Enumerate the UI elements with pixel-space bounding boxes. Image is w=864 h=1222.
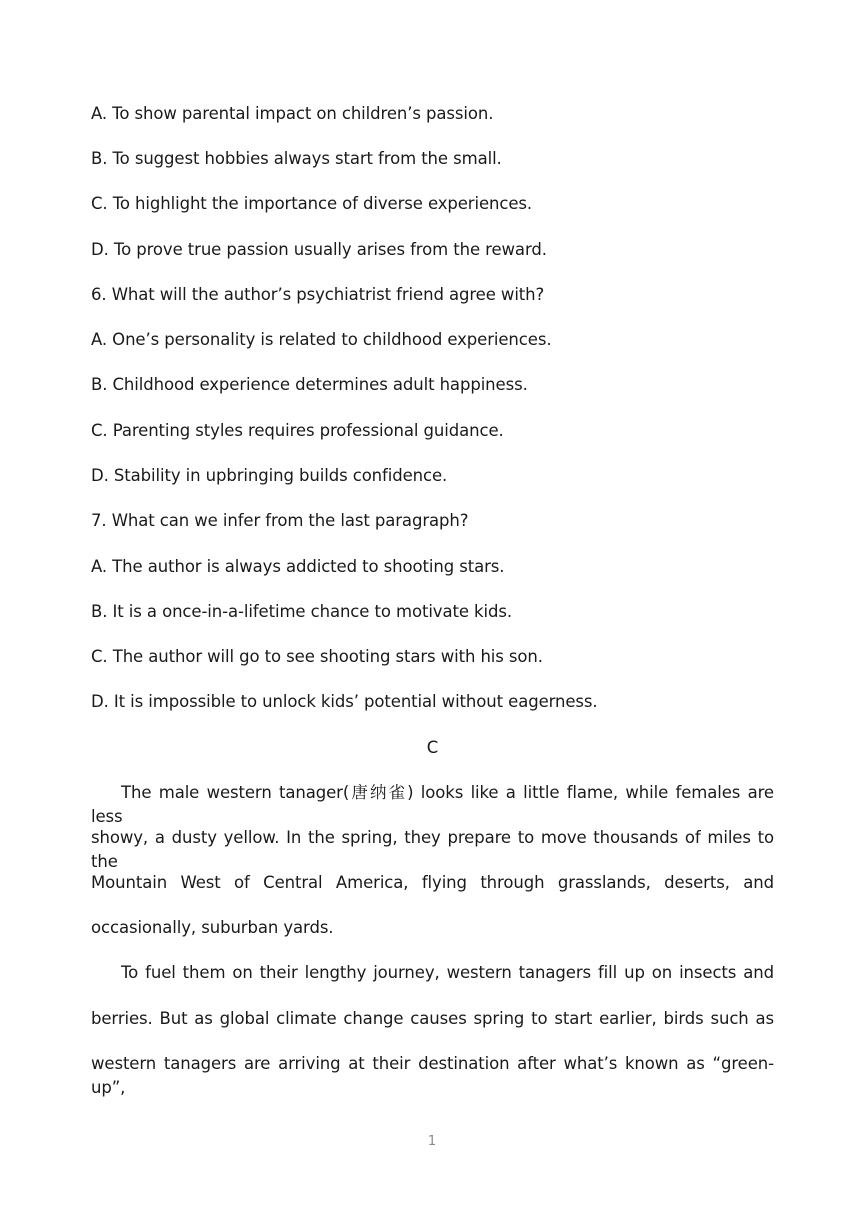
q7-option-d: D. It is impossible to unlock kids’ potential without eagerness. xyxy=(91,692,598,711)
passage-c-p2-line3: western tanagers are arriving at their destination after what’s known as “green-up”, xyxy=(91,1054,774,1097)
q6-option-c: C. Parenting styles requires professional guidance. xyxy=(91,421,504,440)
q5-option-b: B. To suggest hobbies always start from the small. xyxy=(91,149,502,168)
passage-c-title: C xyxy=(426,738,439,757)
passage-c-p1-line2: showy, a dusty yellow. In the spring, they prepare to move thousands of miles to the xyxy=(91,828,774,871)
passage-c-p2-line1: To fuel them on their lengthy journey, western tanagers fill up on insects and xyxy=(121,963,774,982)
q5-option-c: C. To highlight the importance of diverse experiences. xyxy=(91,194,533,213)
q6-stem: 6. What will the author’s psychiatrist friend agree with? xyxy=(91,285,545,304)
passage-c-p1-line1: The male western tanager(唐纳雀) looks like a little flame, while females are less xyxy=(91,783,774,826)
page-number: 1 xyxy=(427,1134,437,1149)
q7-option-a: A. The author is always addicted to shooting stars. xyxy=(91,557,505,576)
q6-option-a: A. One’s personality is related to childhood experiences. xyxy=(91,330,552,349)
q5-option-d: D. To prove true passion usually arises from the reward. xyxy=(91,240,547,259)
passage-c-p1-line4: occasionally, suburban yards. xyxy=(91,918,334,937)
q7-option-c: C. The author will go to see shooting stars with his son. xyxy=(91,647,543,666)
q5-option-a: A. To show parental impact on children’s passion. xyxy=(91,104,494,123)
passage-c-p2-line2: berries. But as global climate change causes spring to start earlier, birds such as xyxy=(91,1009,774,1028)
q7-stem: 7. What can we infer from the last paragraph? xyxy=(91,511,469,530)
q6-option-b: B. Childhood experience determines adult happiness. xyxy=(91,375,528,394)
q6-option-d: D. Stability in upbringing builds confidence. xyxy=(91,466,448,485)
passage-c-p1-line3: Mountain West of Central America, flying through grasslands, deserts, and xyxy=(91,873,774,892)
q7-option-b: B. It is a once-in-a-lifetime chance to motivate kids. xyxy=(91,602,513,621)
